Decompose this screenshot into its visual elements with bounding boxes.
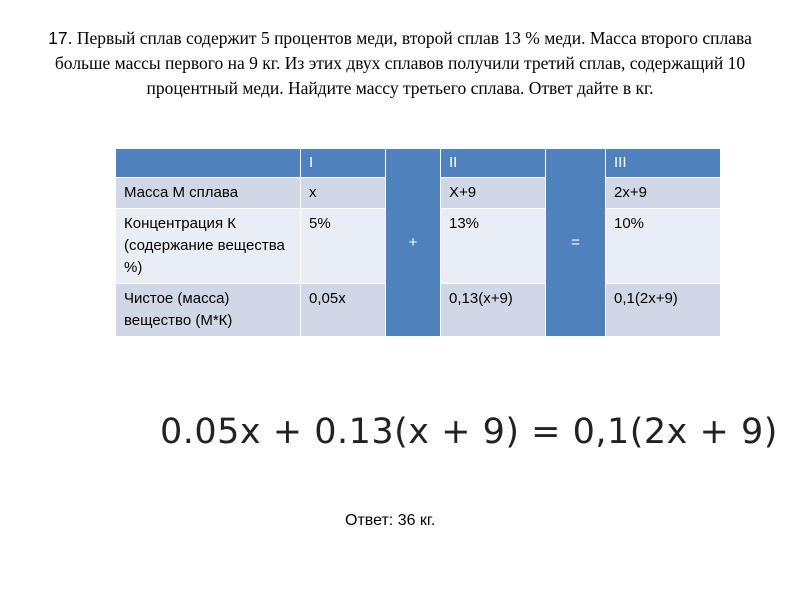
answer-line — [345, 512, 435, 530]
table-header-row — [116, 149, 721, 178]
cell-conc-1: 5% — [301, 209, 386, 284]
row-label-mass: Масса М сплава — [116, 178, 301, 209]
problem-statement — [40, 26, 760, 101]
row-label-pure-substance: Чистое (масса) вещество (М*К) — [116, 284, 301, 337]
cell-conc-3: 10% — [606, 209, 721, 284]
equals-operator: = — [546, 149, 606, 337]
header-col-2: II — [441, 149, 546, 178]
cell-mass-3: 2x+9 — [606, 178, 721, 209]
cell-conc-2: 13% — [441, 209, 546, 284]
header-blank-cell — [116, 149, 301, 178]
header-col-3: III — [606, 149, 721, 178]
plus-operator: + — [386, 149, 441, 337]
problem-number: 17. — [48, 28, 73, 48]
problem-text: Первый сплав содержит 5 процентов меди, второй сплав 13 % меди. Масса второго сплава больше массы первого на 9 кг. Из этих двух сплавов получили третий сплав, содержащий 10 процентный меди. Найдите массу третьего сплава. Ответ дайте в кг. — [54, 28, 752, 98]
cell-pure-3: 0,1(2x+9) — [606, 284, 721, 337]
cell-pure-2: 0,13(x+9) — [441, 284, 546, 337]
answer-label: Ответ: — [345, 512, 394, 529]
answer-value: 36 кг. — [397, 512, 436, 529]
header-col-1: I — [301, 149, 386, 178]
equation: 0.05x + 0.13(x + 9) = 0,1(2x + 9) — [160, 412, 778, 452]
solution-table — [115, 148, 721, 337]
cell-mass-2: X+9 — [441, 178, 546, 209]
cell-pure-1: 0,05x — [301, 284, 386, 337]
row-label-concentration: Концентрация К (содержание вещества %) — [116, 209, 301, 284]
cell-mass-1: x — [301, 178, 386, 209]
